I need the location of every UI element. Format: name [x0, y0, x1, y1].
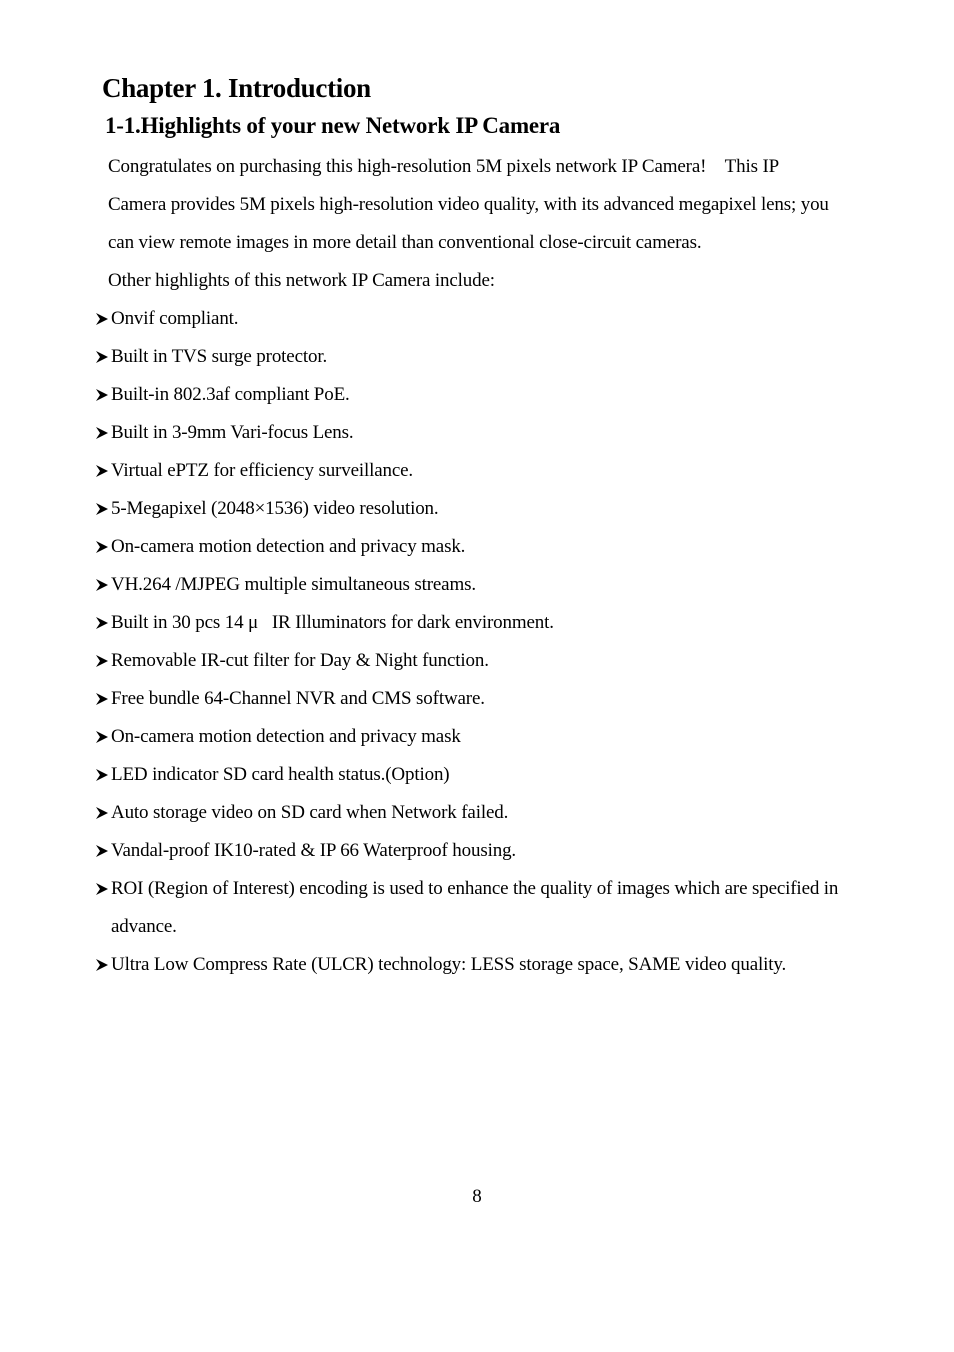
arrow-bullet-icon: [95, 571, 111, 599]
list-item-text: [111, 799, 915, 837]
list-item: [95, 647, 915, 685]
arrow-bullet-icon: [95, 495, 111, 523]
list-item: [95, 381, 915, 419]
list-item-text: [111, 343, 915, 381]
list-item: [95, 457, 915, 495]
list-item: [95, 837, 915, 875]
arrow-bullet-icon: [95, 837, 111, 865]
list-item-line: 5-Megapixel (2048×1536) video resolution.: [111, 498, 439, 519]
page-number: 8: [472, 1186, 482, 1207]
arrow-bullet-icon: [95, 305, 111, 333]
intro-line: Other highlights of this network IP Camera include:: [108, 270, 495, 291]
list-item-line: VH.264 /MJPEG multiple simultaneous streams.: [111, 574, 476, 595]
list-item: [95, 685, 915, 723]
list-item: [95, 875, 915, 951]
list-item-line: Ultra Low Compress Rate (ULCR) technology: LESS storage space, SAME video quality.: [111, 954, 787, 975]
intro-line: Congratulates on purchasing this high-resolution 5M pixels network IP Camera! This IP: [108, 156, 780, 177]
list-item-text: [111, 761, 915, 799]
list-item-text: [111, 837, 915, 875]
list-item: [95, 761, 915, 799]
arrow-bullet-icon: [95, 609, 111, 637]
arrow-bullet-icon: [95, 875, 111, 903]
list-item-line: Virtual ePTZ for efficiency surveillance.: [111, 460, 414, 481]
list-item-line: Built in 3-9mm Vari-focus Lens.: [111, 422, 354, 443]
list-item-text: [111, 419, 915, 457]
highlights-list: [95, 305, 915, 989]
list-item-line: Built-in 802.3af compliant PoE.: [111, 384, 350, 405]
list-item-text: [111, 305, 915, 343]
arrow-bullet-icon: [95, 685, 111, 713]
arrow-bullet-icon: [95, 419, 111, 447]
arrow-bullet-icon: [95, 951, 111, 979]
list-item: [95, 609, 915, 647]
list-item-text: [111, 723, 915, 761]
chapter-title: Chapter 1. Introduction: [102, 73, 371, 103]
list-item: [95, 419, 915, 457]
list-item-text: [111, 533, 915, 571]
arrow-bullet-icon: [95, 723, 111, 751]
list-item-line: Built in 30 pcs 14 μ IR Illuminators for dark environment.: [111, 612, 554, 633]
list-item: [95, 951, 915, 989]
list-item: [95, 799, 915, 837]
list-item-line: Vandal-proof IK10-rated & IP 66 Waterproof housing.: [111, 840, 517, 861]
list-item: [95, 723, 915, 761]
list-item-line: ROI (Region of Interest) encoding is used to enhance the quality of images which are specified in: [111, 878, 839, 899]
arrow-bullet-icon: [95, 533, 111, 561]
list-item: [95, 495, 915, 533]
list-item-text: [111, 571, 915, 609]
list-item-text: [111, 609, 915, 647]
intro-line: Camera provides 5M pixels high-resolution video quality, with its advanced megapixel lens; you: [108, 194, 829, 215]
intro-paragraph: [108, 153, 898, 305]
list-item-text: [111, 875, 915, 951]
list-item-line: LED indicator SD card health status.(Option): [111, 764, 450, 785]
list-item-text: [111, 495, 915, 533]
list-item-text: [111, 381, 915, 419]
list-item: [95, 571, 915, 609]
arrow-bullet-icon: [95, 381, 111, 409]
list-item-text: [111, 951, 915, 989]
list-item-text: [111, 457, 915, 495]
list-item: [95, 305, 915, 343]
arrow-bullet-icon: [95, 647, 111, 675]
list-item: [95, 343, 915, 381]
list-item-text: [111, 685, 915, 723]
list-item-line: Built in TVS surge protector.: [111, 346, 328, 367]
intro-line: can view remote images in more detail than conventional close-circuit cameras.: [108, 232, 702, 253]
list-item-line: Auto storage video on SD card when Network failed.: [111, 802, 509, 823]
list-item-line: Onvif compliant.: [111, 308, 239, 329]
list-item-line: Free bundle 64-Channel NVR and CMS software.: [111, 688, 485, 709]
list-item-line: On-camera motion detection and privacy mask.: [111, 536, 466, 557]
list-item: [95, 533, 915, 571]
arrow-bullet-icon: [95, 799, 111, 827]
section-title: 1-1.Highlights of your new Network IP Camera: [105, 113, 561, 138]
list-item-line: On-camera motion detection and privacy mask: [111, 726, 461, 747]
list-item-line: Removable IR-cut filter for Day & Night function.: [111, 650, 489, 671]
list-item-text: [111, 647, 915, 685]
arrow-bullet-icon: [95, 761, 111, 789]
arrow-bullet-icon: [95, 343, 111, 371]
arrow-bullet-icon: [95, 457, 111, 485]
list-item-line: advance.: [111, 916, 177, 937]
